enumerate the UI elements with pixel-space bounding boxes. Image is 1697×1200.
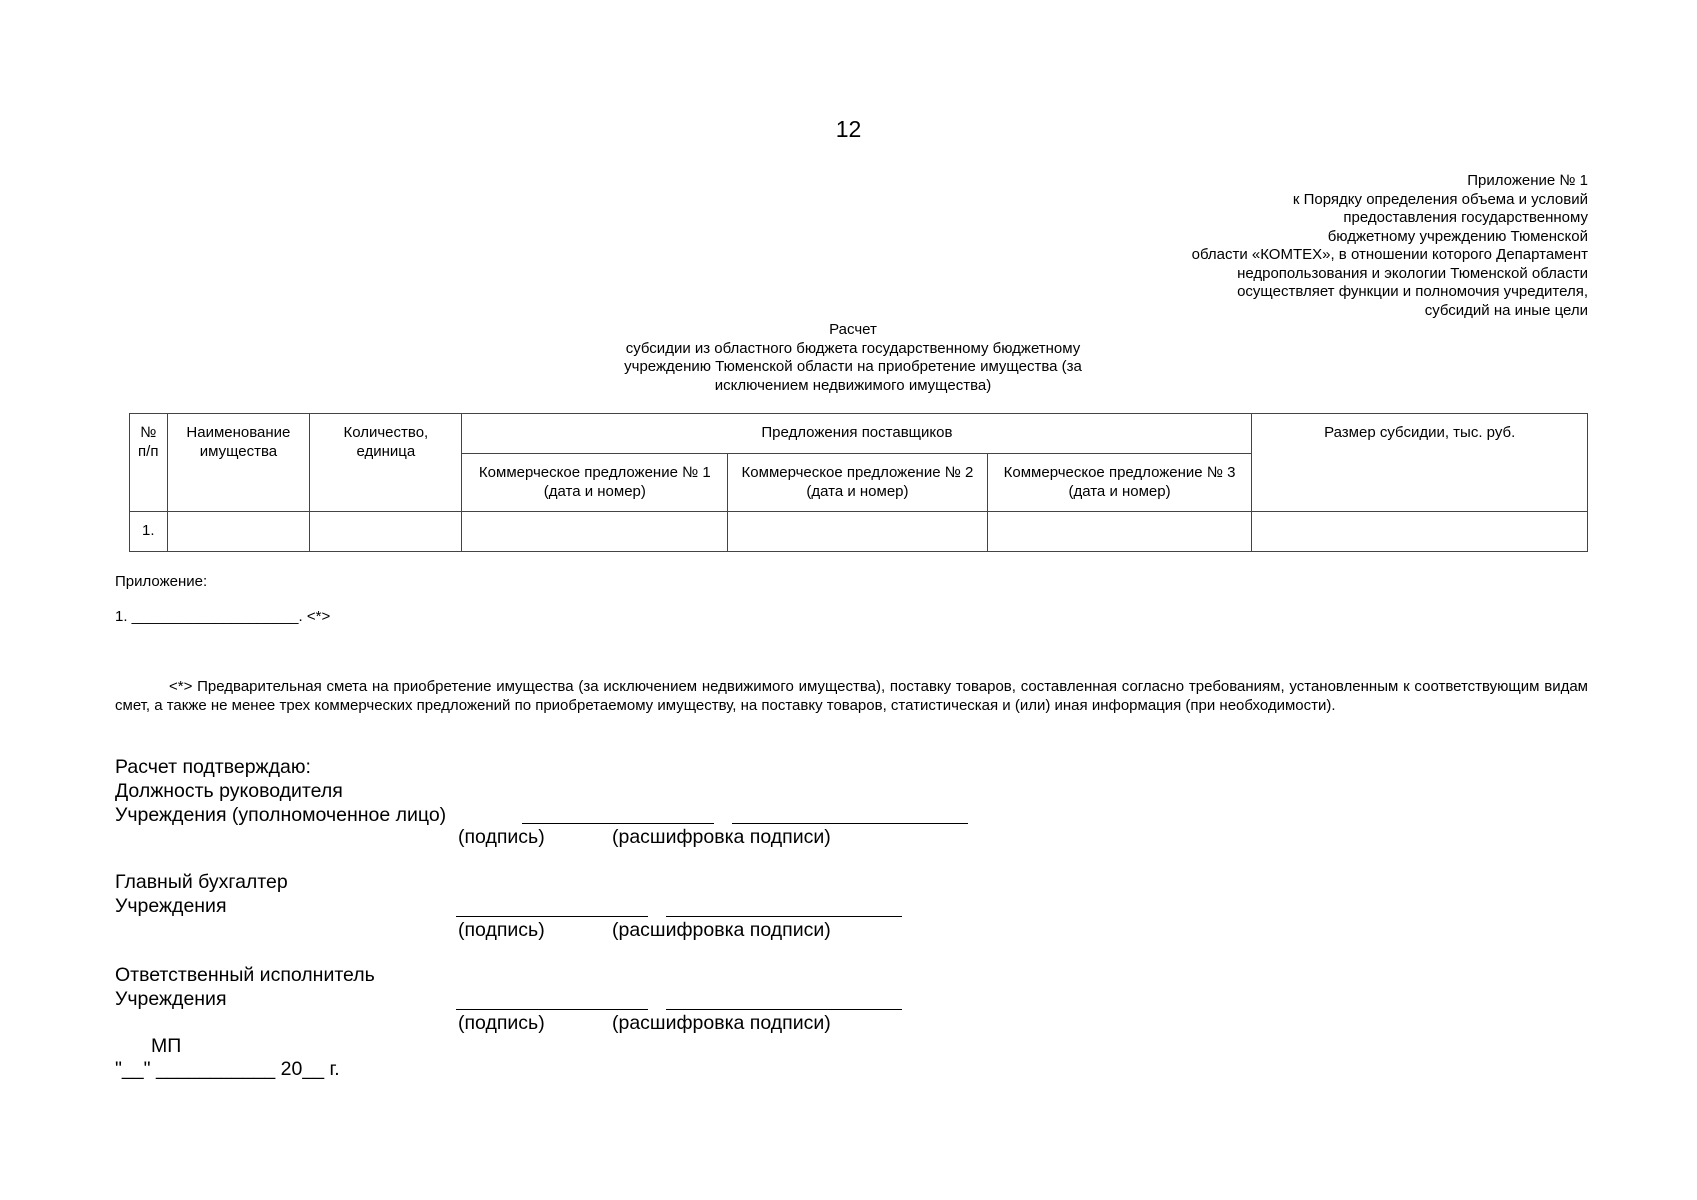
- head-signature-caption: (подпись): [458, 826, 545, 848]
- accountant-block: [115, 870, 288, 918]
- attachment-label: Приложение:: [115, 573, 208, 590]
- appendix-header-line: недропользования и экологии Тюменской области: [1237, 264, 1588, 282]
- stamp-placeholder: МП: [151, 1035, 182, 1057]
- appendix-header-line: предоставления государственному: [1343, 209, 1588, 226]
- cell-offer-3: [987, 512, 1252, 552]
- footnote: <*> Предварительная смета на приобретение имущества (за исключением недвижимого имущества), поставку товаров, составленная согласно требованиям, установленным к соответствующим видам смет, а также не менее трех коммерческих предложений по приобретаемому имуществу, на поставку товаров, статистическая и (или) иная информация (при необходимости).: [115, 678, 1588, 714]
- appendix-header-line: осуществляет функции и полномочия учредителя,: [1237, 283, 1588, 300]
- document-title: [579, 321, 1127, 395]
- cell-offer-2: [728, 512, 988, 552]
- appendix-header-line: бюджетному учреждению Тюменской: [1327, 227, 1588, 245]
- header-suppliers: Предложения поставщиков: [462, 414, 1252, 454]
- head-position-line: Должность руководителя: [115, 780, 343, 802]
- header-qty: Количество, единица: [310, 414, 462, 512]
- page-number: 12: [835, 116, 862, 142]
- date-line: "__" ___________ 20__ г.: [115, 1058, 340, 1080]
- header-offer-3: Коммерческое предложение № 3 (дата и номер): [987, 454, 1252, 512]
- attachment-item: 1. ____________________. <*>: [115, 608, 331, 625]
- header-subsidy: Размер субсидии, тыс. руб.: [1252, 414, 1588, 512]
- header-offer-2: Коммерческое предложение № 2 (дата и номер): [728, 454, 988, 512]
- title-line: учреждению Тюменской области на приобретение имущества (за: [624, 358, 1082, 375]
- appendix-header: [1068, 172, 1588, 320]
- calculation-table: [129, 413, 1588, 552]
- cell-offer-1: [462, 512, 728, 552]
- executor-institution-line: Учреждения: [115, 988, 227, 1010]
- accountant-institution-line: Учреждения: [115, 895, 227, 917]
- confirm-block: [115, 755, 446, 827]
- executor-decoding-caption: (расшифровка подписи): [612, 1012, 831, 1034]
- header-num: № п/п: [130, 414, 168, 512]
- executor-decoding-line: [666, 1009, 902, 1010]
- head-decoding-caption: (расшифровка подписи): [612, 826, 831, 848]
- head-institution-line: Учреждения (уполномоченное лицо): [115, 804, 447, 826]
- title-line: Расчет: [829, 321, 877, 338]
- accountant-signature-line: [456, 916, 648, 917]
- appendix-header-line: Приложение № 1: [1467, 172, 1588, 189]
- cell-qty: [310, 512, 462, 552]
- title-line: исключением недвижимого имущества): [714, 376, 992, 394]
- table-header-row: [130, 414, 1588, 454]
- accountant-decoding-caption: (расшифровка подписи): [612, 919, 831, 941]
- cell-subsidy: [1252, 512, 1588, 552]
- confirm-heading: Расчет подтверждаю:: [115, 756, 311, 778]
- appendix-header-line: субсидий на иные цели: [1424, 301, 1588, 319]
- header-name: Наименование имущества: [167, 414, 310, 512]
- head-signature-line: [522, 823, 714, 824]
- executor-block: [115, 963, 375, 1011]
- appendix-header-line: к Порядку определения объема и условий: [1292, 190, 1588, 208]
- cell-num: 1.: [130, 512, 168, 552]
- accountant-position-line: Главный бухгалтер: [115, 871, 288, 893]
- cell-name: [167, 512, 310, 552]
- accountant-signature-caption: (подпись): [458, 919, 545, 941]
- header-offer-1: Коммерческое предложение № 1 (дата и номер): [462, 454, 728, 512]
- head-decoding-line: [732, 823, 968, 824]
- appendix-header-line: области «КОМТЕХ», в отношении которого Департамент: [1191, 246, 1588, 263]
- table-row: [130, 512, 1588, 552]
- title-line: субсидии из областного бюджета государственному бюджетному: [625, 339, 1081, 357]
- executor-signature-line: [456, 1009, 648, 1010]
- accountant-decoding-line: [666, 916, 902, 917]
- executor-position-line: Ответственный исполнитель: [115, 964, 375, 986]
- executor-signature-caption: (подпись): [458, 1012, 545, 1034]
